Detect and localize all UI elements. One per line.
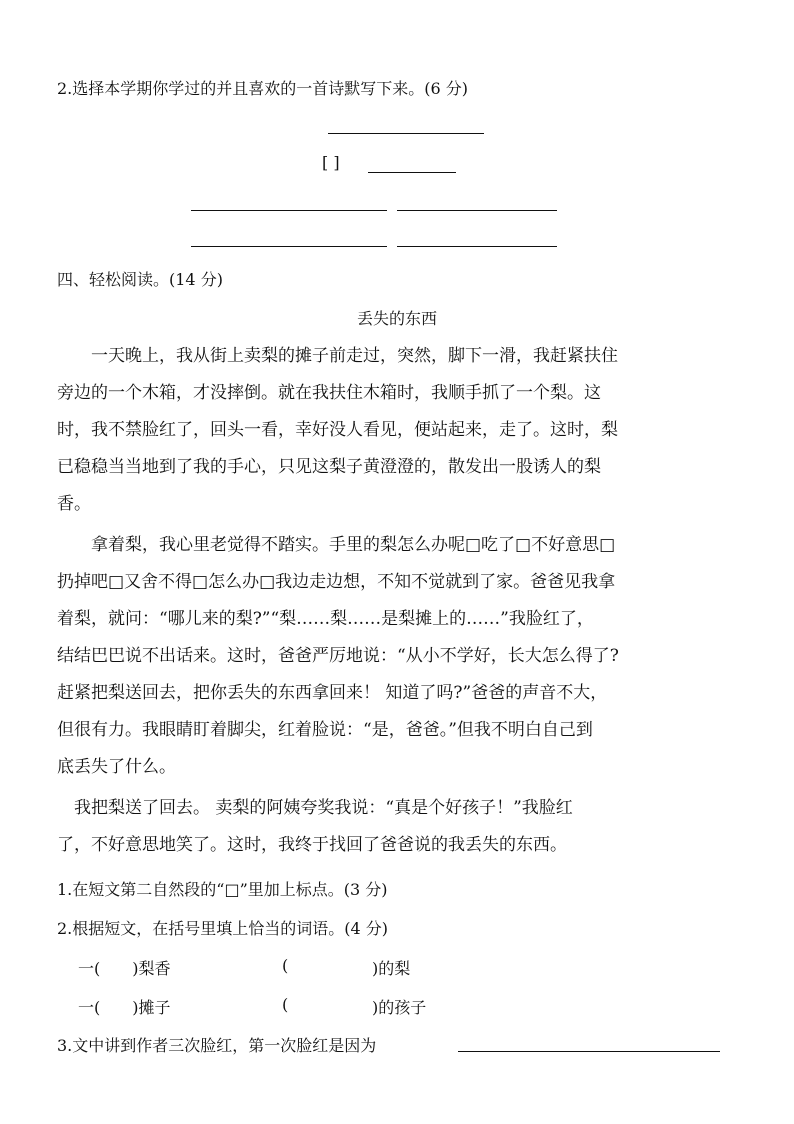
paragraph-line: 赶紧把梨送回去，把你丢失的东西拿回来！ 知道了吗?”爸爸的声音不大， [57,683,608,703]
question-2-poem: 2.选择本学期你学过的并且喜欢的一首诗默写下来。(6 分) [57,79,469,98]
fill-blank-left[interactable]: 一( )摊子 [78,998,171,1017]
paragraph-line: 底丢失了什么。 [57,757,176,777]
paragraph-line: 香。 [57,494,91,514]
paragraph-line: 结结巴巴说不出话来。这时，爸爸严厉地说：“从小不学好，长大怎么得了? [57,646,619,666]
paragraph-1 [57,338,722,523]
paragraph-line: 时，我不禁脸红了，回头一看，幸好没人看见，便站起来，走了。这时，梨 [57,420,618,440]
question-3-answer-line[interactable] [458,1051,720,1052]
poem-line-2b[interactable] [397,246,557,247]
poem-line-1a[interactable] [191,210,387,211]
fill-row-1 [78,956,478,978]
fill-blank-open[interactable]: ( [282,995,289,1014]
fill-blank-open[interactable]: ( [282,956,289,975]
paragraph-2 [57,527,722,786]
paragraph-line: 拿着梨，我心里老觉得不踏实。手里的梨怎么办呢□吃了□不好意思□ [57,535,616,555]
fill-blank-left[interactable]: 一( )梨香 [78,959,171,978]
poem-title-line[interactable] [328,133,484,134]
poem-author-bracket: [ ] [322,153,340,172]
fill-row-2 [78,995,478,1017]
fill-blank-close: )的梨 [372,959,411,978]
paragraph-line: 了，不好意思地笑了。这时，我终于找回了爸爸说的我丢失的东西。 [57,835,567,855]
question-1: 1.在短文第二自然段的“□”里加上标点。(3 分) [57,880,388,899]
paragraph-line: 我把梨送了回去。 卖梨的阿姨夸奖我说：“真是个好孩子！”我脸红 [57,798,573,818]
paragraph-line: 已稳稳当当地到了我的手心，只见这梨子黄澄澄的，散发出一股诱人的梨 [57,457,601,477]
paragraph-line: 着梨，就问：“哪儿来的梨?”“梨……梨……是梨摊上的……”我脸红了， [57,609,594,629]
paragraph-line: 一天晚上，我从街上卖梨的摊子前走过，突然，脚下一滑，我赶紧扶住 [57,346,618,366]
story-title: 丢失的东西 [356,309,437,328]
question-2b: 2.根据短文，在括号里填上恰当的词语。(4 分) [57,919,389,938]
question-3: 3.文中讲到作者三次脸红，第一次脸红是因为 [57,1036,377,1055]
paragraph-line: 旁边的一个木箱，才没摔倒。就在我扶住木箱时，我顺手抓了一个梨。这 [57,383,601,403]
paragraph-line: 但很有力。我眼睛盯着脚尖，红着脸说：“是，爸爸。”但我不明白自己到 [57,720,593,740]
section-4-title: 四、轻松阅读。(14 分) [57,270,223,289]
paragraph-3 [57,790,722,864]
poem-line-1b[interactable] [397,210,557,211]
poem-author-line[interactable] [368,172,456,173]
fill-blank-close: )的孩子 [372,998,427,1017]
poem-line-2a[interactable] [191,246,387,247]
paragraph-line: 扔掉吧□又舍不得□怎么办□我边走边想，不知不觉就到了家。爸爸见我拿 [57,572,616,592]
